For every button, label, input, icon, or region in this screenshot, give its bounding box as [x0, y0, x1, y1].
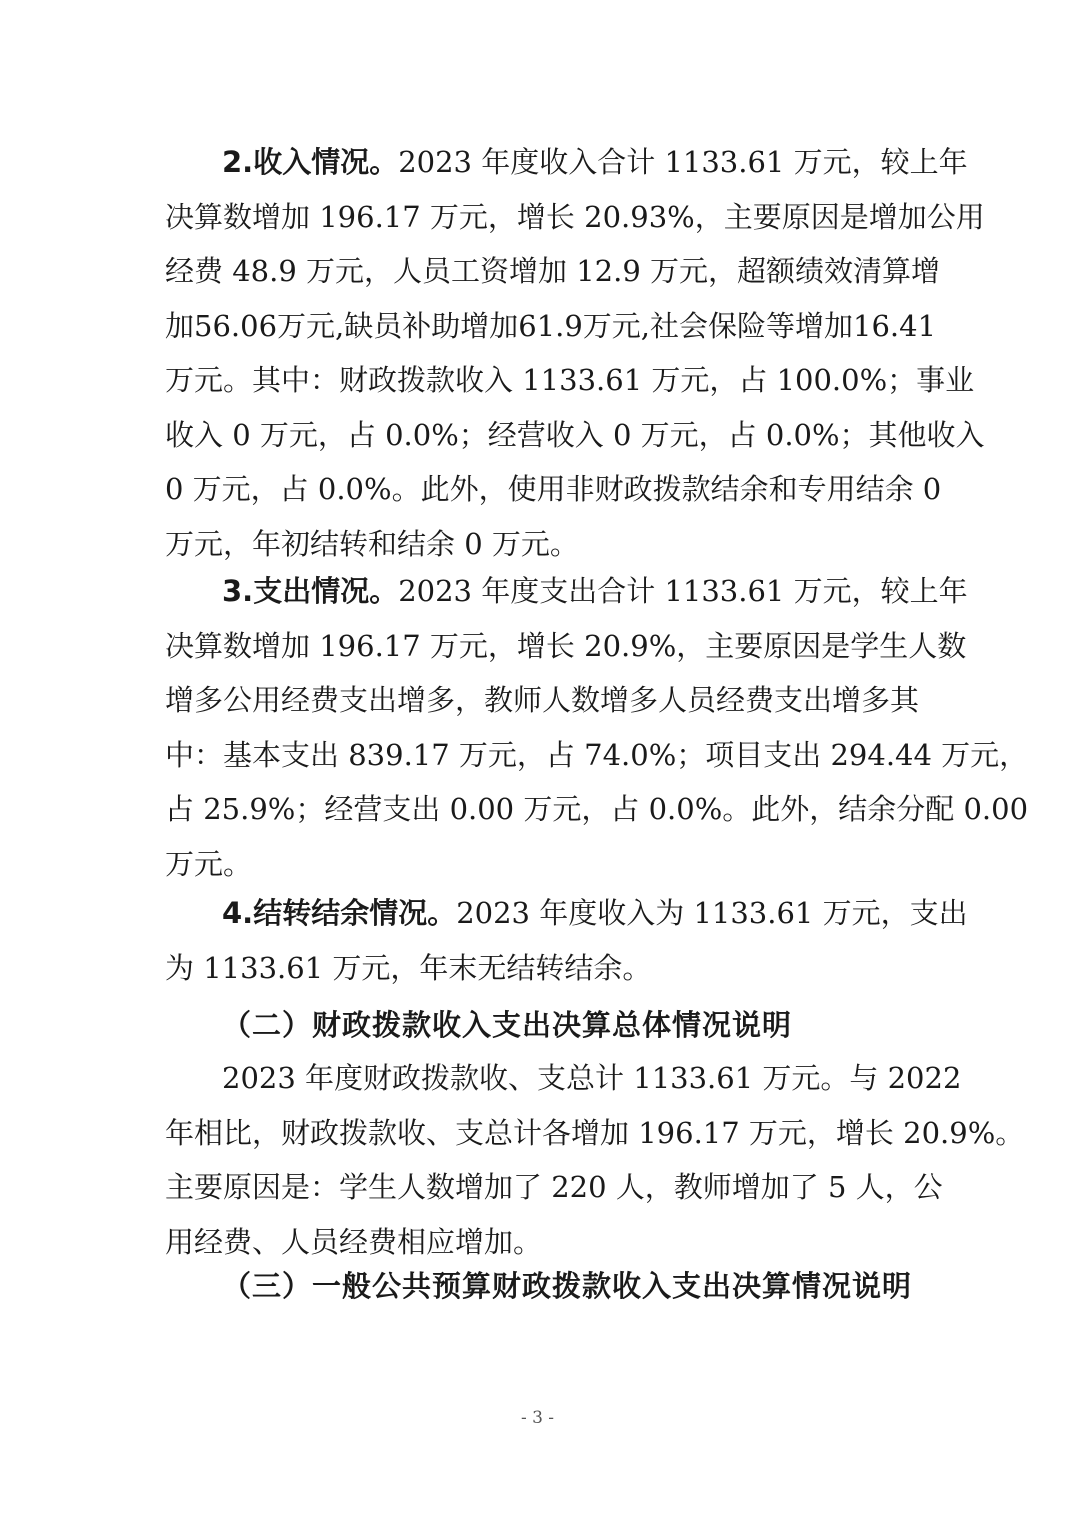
income-line: 加56.06万元,缺员补助增加61.9万元,社会保险等增加16.41	[165, 308, 937, 343]
income-first-line: 2.收入情况。2023 年度收入合计 1133.61 万元，较上年	[222, 145, 968, 179]
expenditure-heading: 3.支出情况。	[222, 574, 399, 608]
expenditure-paragraph	[165, 564, 1029, 891]
carryover-heading: 4.结转结余情况。	[222, 896, 457, 930]
carryover-line: 为 1133.61 万元，年末无结转结余。	[165, 950, 652, 985]
income-paragraph	[165, 135, 985, 571]
income-line: 决算数增加 196.17 万元，增长 20.93%，主要原因是增加公用	[165, 199, 985, 234]
expenditure-first-line: 3.支出情况。2023 年度支出合计 1133.61 万元，较上年	[222, 574, 968, 608]
income-heading: 2.收入情况。	[222, 145, 399, 179]
income-line: 0 万元，占 0.0%。此外，使用非财政拨款结余和专用结余 0	[165, 472, 942, 506]
expenditure-line: 万元。	[165, 846, 253, 881]
fiscal-overall-line: 用经费、人员经费相应增加。	[165, 1224, 543, 1259]
fiscal-overall-line: 2023 年度财政拨款收、支总计 1133.61 万元。与 2022	[222, 1061, 962, 1095]
carryover-paragraph	[165, 886, 968, 995]
expenditure-line: 占 25.9%；经营支出 0.00 万元，占 0.0%。此外，结余分配 0.00	[165, 792, 1029, 826]
expenditure-line: 中：基本支出 839.17 万元，占 74.0%；项目支出 294.44 万元，	[165, 737, 1029, 772]
carryover-first-line: 4.结转结余情况。2023 年度收入为 1133.61 万元，支出	[222, 896, 968, 930]
income-line: 万元，年初结转和结余 0 万元。	[165, 526, 579, 561]
section-heading-2: （二）财政拨款收入支出决算总体情况说明	[222, 1008, 793, 1042]
fiscal-overall-line: 主要原因是：学生人数增加了 220 人，教师增加了 5 人，公	[165, 1170, 943, 1204]
expenditure-line: 决算数增加 196.17 万元，增长 20.9%，主要原因是学生人数	[165, 628, 967, 663]
expenditure-line: 增多公用经费支出增多，教师人数增多人员经费支出增多其	[165, 683, 920, 717]
page-number: - 3 -	[520, 1408, 555, 1428]
income-line: 万元。其中：财政拨款收入 1133.61 万元，占 100.0%；事业	[165, 363, 975, 397]
fiscal-overall-line: 年相比，财政拨款收、支总计各增加 196.17 万元，增长 20.9%。	[165, 1115, 1025, 1150]
fiscal-overall-paragraph	[165, 1051, 1025, 1269]
income-line: 收入 0 万元，占 0.0%；经营收入 0 万元，占 0.0%；其他收入	[165, 417, 985, 452]
section-heading-3: （三）一般公共预算财政拨款收入支出决算情况说明	[222, 1269, 913, 1303]
income-line: 经费 48.9 万元，人员工资增加 12.9 万元，超额绩效清算增	[165, 254, 941, 288]
